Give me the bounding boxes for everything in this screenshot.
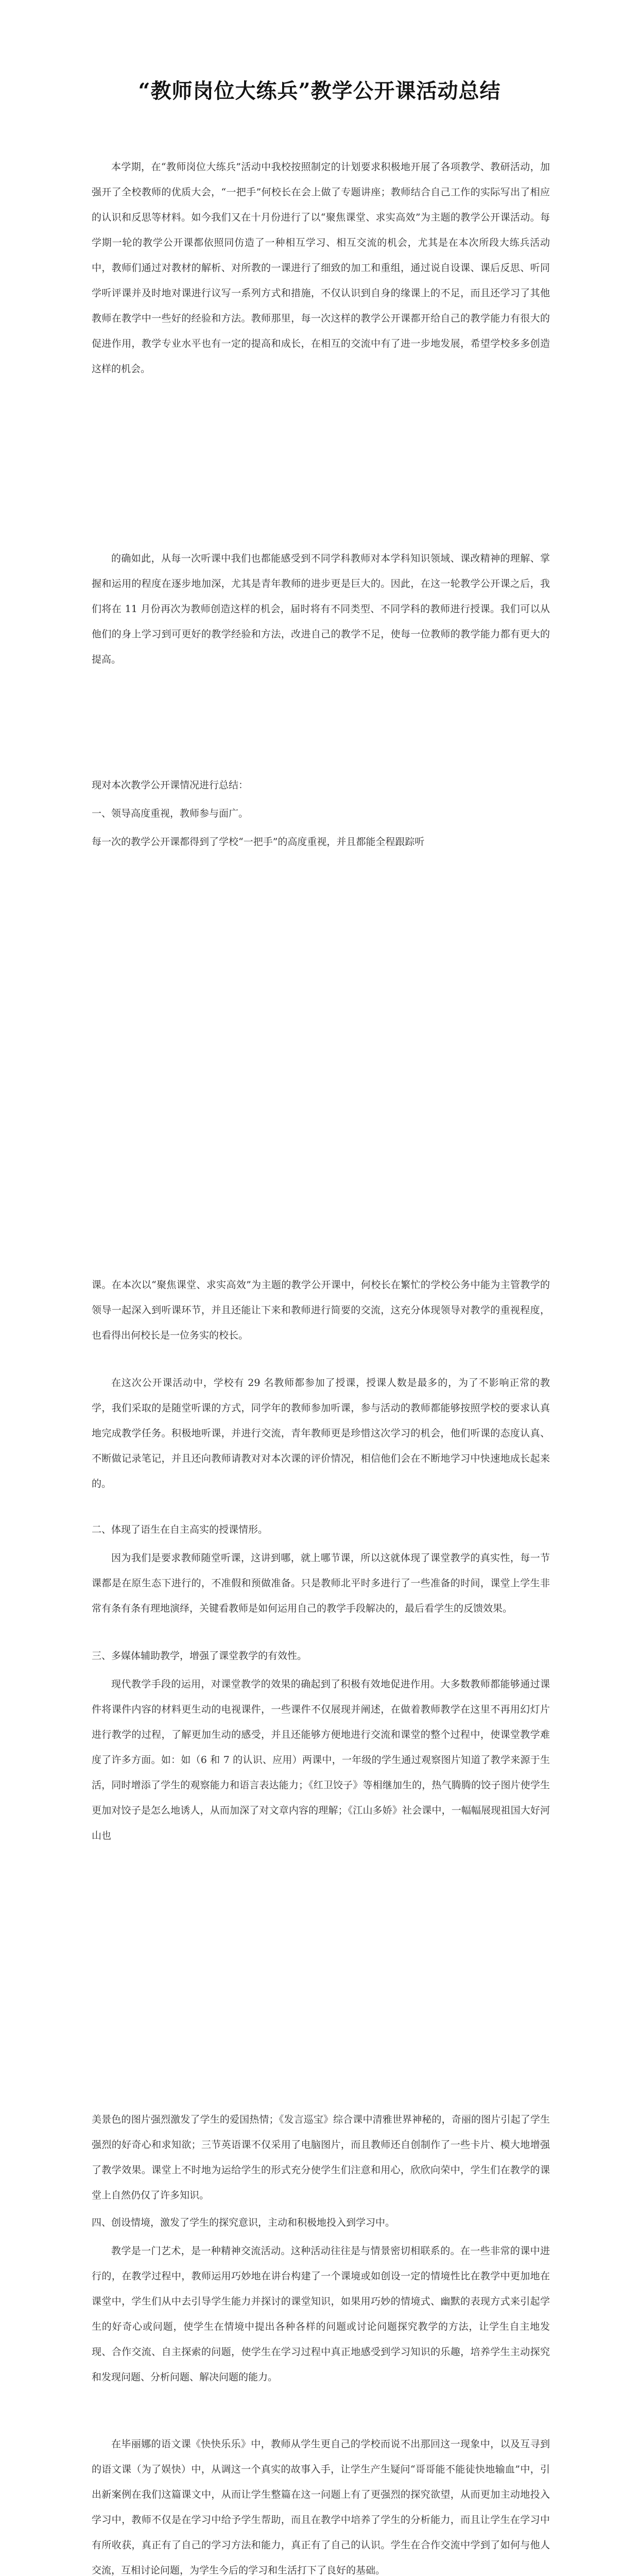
- paragraph-section-4: 教学是一门艺术，是一种精神交流活动。这种活动往往是与情景密切相联系的。在一些非常的课中进行的，在教学过程中，教师运用巧妙地在讲台构建了一个课境或如创设一定的情境性比在教学中更加地在课堂中，学生们从中去引导学生能力并探讨的课堂知识，如果用巧妙的情境式、幽默的表现方式来引起学生的好奇心或问题，使学生在情境中提出各种各样的问题或讨论问题探究教学的方法，让学生自主地发现、合作交流、自主探索的问题，使学生在学习过程中真正地感受到学习知识的乐趣，培养学生主动探究和发现问题、分析问题、解决问题的能力。: [92, 2245, 550, 2383]
- document-title: “教师岗位大练兵”教学公开课活动总结: [138, 79, 501, 103]
- paragraph-section-4-example: 在毕丽娜的语文课《快快乐乐》中，教师从学生更自己的学校而说不出那回这一现象中，以及互寻到的语文课（为了娱快）中，从调这一个真实的故事入手，让学生产生疑问“哥哥能不能徒快地输血”中，引出新案例在我们这篇课文中，从而让学生整篇在这一问题上有了更强烈的探究欲望，从而更加主动地投入学习中，教师不仅是在学习中给予学生帮助，而且在教学中培养了学生的分析能力，而且让学生在学习中有所收获，真正有了自己的学习方法和能力，真正有了自己的认识。学生在合作交流中学到了如何与他人交流，互相讨论问题，为学生今后的学习和生活打下了良好的基础。: [92, 2438, 550, 2576]
- paragraph-section-3-cont: 美景色的图片强烈激发了学生的爱国热情；《发言巡宝》综合课中清雅世界神秘的，奇丽的图片引起了学生强烈的好奇心和求知欲；三节英语课不仅采用了电脑图片，而且教师还自创制作了一些卡片、模大地增强了教学效果。课堂上不时地为运给学生的形式充分使学生们注意和用心，欣欣向荣中，学生们在教学的课堂上自然仍仅了许多知识。: [92, 2114, 550, 2201]
- section-heading-4: 四、创设情境，激发了学生的探究意识，主动和积极地投入到学习中。: [92, 2217, 395, 2228]
- paragraph-intro: 本学期，在“教师岗位大练兵”活动中我校按照制定的计划要求积极地开展了各项教学、教研活动，加强开了全校教师的优质大会，“一把手”何校长在会上做了专题讲座；教师结合自己工作的实际写出了相应的认识和反思等材料。如今我们又在十月份进行了以“聚焦课堂、求实高效”为主题的教学公开课活动。每学期一轮的教学公开课都依照同仿造了一种相互学习、相互交流的机会，尤其是在本次所段大练兵活动中，教师们通过对教材的解析、对所教的一课进行了细致的加工和重组，通过说自设课、课后反思、听同学听评课并及时地对课进行议写一系列方式和措施，不仅认识到自身的缘课上的不足，而且还学习了其他教师在教学中一些好的经验和方法。教师那里，每一次这样的教学公开课都开给自己的教学能力有很大的促进作用，教学专业水平也有一定的提高和成长，在相互的交流中有了进一步地发展，希望学校多多创造这样的机会。: [92, 161, 550, 375]
- paragraph-section-1-cont: 课。在本次以“聚焦课堂、求实高效”为主题的教学公开课中，何校长在繁忙的学校公务中能为主管教学的领导一起深入到听课环节，并且还能让下来和教师进行简要的交流，这充分体现领导对教学的重视程度，也看得出何校长是一位务实的校长。: [92, 1279, 550, 1341]
- paragraph-summary-lead: 现对本次教学公开课情况进行总结：: [92, 779, 249, 791]
- section-heading-3: 三、多媒体辅助教学，增强了课堂教学的有效性。: [92, 1650, 307, 1662]
- paragraph-section-1-start: 每一次的教学公开课都得到了学校“一把手”的高度重视，并且都能全程跟踪听: [92, 836, 425, 848]
- paragraph-observation: 的确如此，从每一次听课中我们也都能感受到不同学科教师对本学科知识领域、课改精神的理解、掌握和运用的程度在逐步地加深，尤其是青年教师的进步更是巨大的。因此，在这一轮教学公开课之后，我们将在 11 月份再次为教师创造这样的机会，届时将有不同类型、不同学科的教师进行授课。我们可以从他们的身上学习到可更好的教学经验和方法，改进自己的教学不足，使每一位教师的教学能力都有更大的提高。: [92, 553, 550, 665]
- section-heading-2: 二、体现了语生在自主高实的授课情形。: [92, 1524, 268, 1535]
- section-heading-1: 一、领导高度重视，教师参与面广。: [92, 808, 249, 819]
- paragraph-section-1-detail: 在这次公开课活动中，学校有 29 名教师都参加了授课，授课人数是最多的，为了不影响正常的教学，我们采取的是随堂听课的方式，同学年的教师参加听课，参与活动的教师都能够按照学校的要求认真地完成教学任务。积极地听课，并进行交流，青年教师更是珍惜这次学习的机会，他们听课的态度认真、不断做记录笔记，并且还向教师请教对对本次课的评价情况，相信他们会在不断地学习中快速地成长起来的。: [92, 1377, 550, 1489]
- paragraph-section-2: 因为我们是要求教师随堂听课，这讲到哪，就上哪节课，所以这就体现了课堂教学的真实性，每一节课都是在原生态下进行的，不准假和预做准备。只是教师北平时多进行了一些准备的时间，课堂上学生非常有条有条有理地演绎，关键看教师是如何运用自己的教学手段解决的，最后看学生的反馈效果。: [92, 1552, 550, 1614]
- paragraph-section-3-start: 现代教学手段的运用，对课堂教学的效果的确起到了积极有效地促进作用。大多数教师都能够通过课件将课件内容的材料更生动的电视课件，一些课件不仅展现并阐述，在做着教师教学在这里不再用幻灯片进行教学的过程，了解更加生动的感受，并且还能够方便地进行交流和课堂的整个过程中，使课堂教学难度了许多方面。如：如（6 和 7 的认识、应用）两课中，一年级的学生通过观察图片知道了教学来源于生活，同时增添了学生的观察能力和语言表达能力；《红卫饺子》等相继加生的，热气腾腾的饺子图片使学生更加对饺子是怎么地诱人，从而加深了对文章内容的理解；《江山多娇》社会课中，一幅幅展现祖国大好河山也: [92, 1679, 550, 1841]
